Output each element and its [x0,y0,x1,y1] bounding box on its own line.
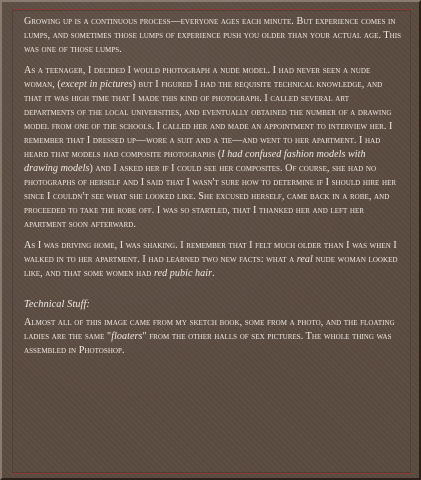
paragraph-text: ) and I asked her if I could see her composites. Of course, she had no photographs of herself and I said that I wasn't sure how to determine if I should hire her since I couldn't see what she looked like. She excused herself, came back in a robe, and proceeded to take the robe off. I was so startled, that I thanked her and left her apartment soon afterward. [24,163,397,230]
paragraph [24,64,402,232]
paragraph [24,239,402,281]
paragraph-text: As I was driving home, I was shaking. I remember that I felt much older than I was when I walked in to her apartment. I had learned two new facts: what a [24,240,397,265]
italic-emphasis: real [296,254,313,265]
paragraph-text: Growing up is a continuous process—everyone ages each minute. But experience comes in lumps, and sometimes those lumps of experience push you older than your actual age. This was one of those lumps. [24,16,402,55]
story-text [24,15,402,365]
paragraph-text: Almost all of this image came from my sketch book, some from a photo, and the floating ladies are the same " [24,317,395,342]
technical-paragraph [24,316,402,358]
technical-stuff-heading: Technical Stuff: [24,299,90,310]
italic-emphasis: floaters [111,331,143,342]
paragraph [24,15,402,57]
paragraph-text: nude woman looked like, and that some women had [24,254,398,279]
italic-aside: except in pictures [60,79,133,90]
paragraph-text: ) but I figured I had the requisite technical knowledge, and that it was high time that I made this kind of photograph. I called several art departments of the local universities, and eventually obtained the number of a drawing model from one of the schools. I called her and made an appointment to interview her. I remember that I dressed up—wore a suit and a tie—and went to her apartment. I had heard that models had composite photographs ( [24,79,393,160]
paragraph-text: . [212,268,215,279]
paragraph-text: " from the other halls of sex pictures. The whole thing was assembled in Photoshop. [24,331,392,356]
paragraph-text: As a teenager, I decided I would photograph a nude model. I had never seen a nude woman, ( [24,65,371,90]
italic-emphasis: red pubic hair [154,268,213,279]
italic-aside: I had confused fashion models with drawing models [24,149,366,174]
